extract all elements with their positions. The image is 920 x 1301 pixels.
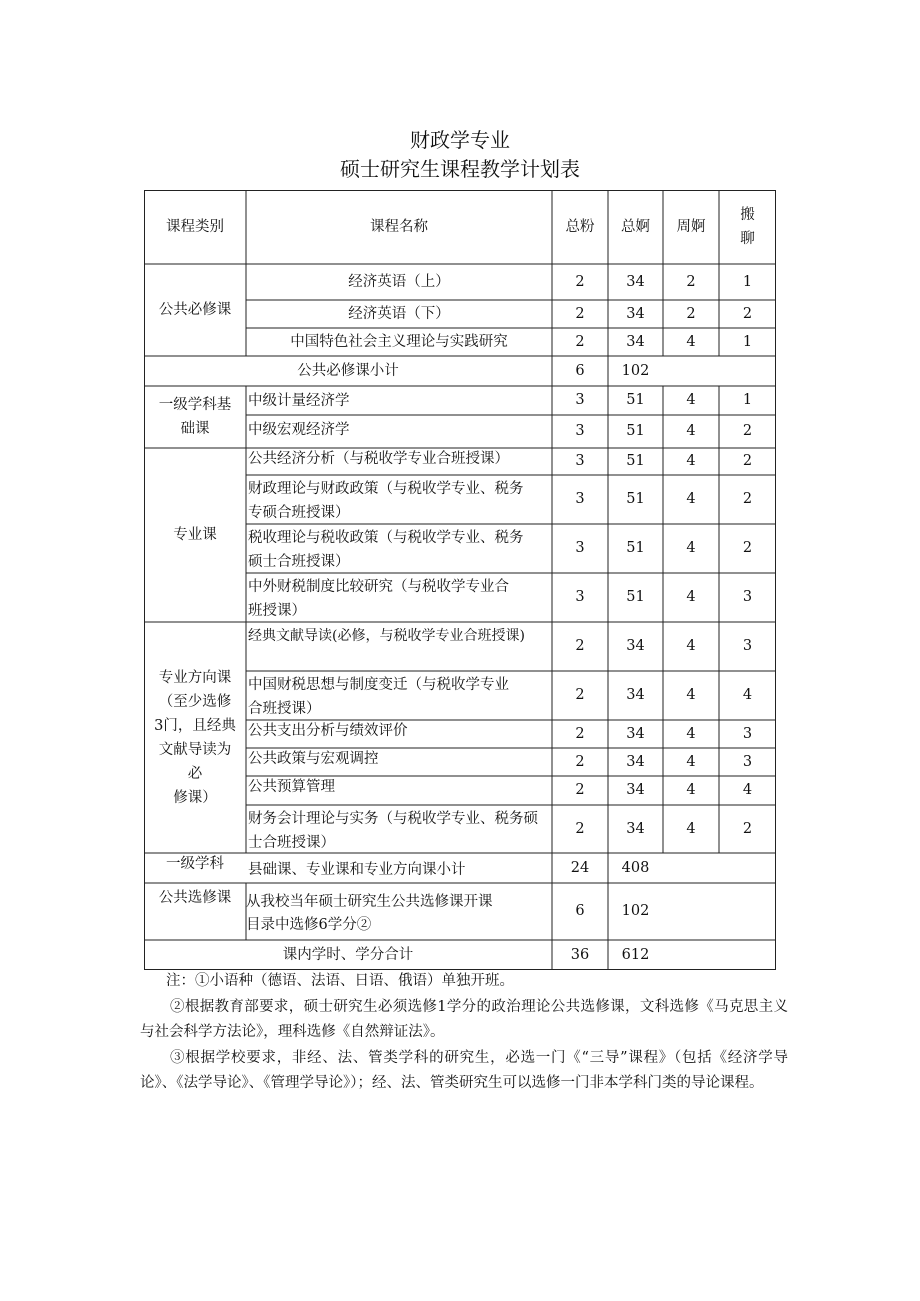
course-name: 公共经济分析（与税收学专业合班授课） [248, 451, 509, 467]
course-name [246, 805, 552, 853]
course-name: 经济英语（下） [348, 305, 450, 322]
course-hours: 51 [626, 540, 645, 557]
course-term: 2 [742, 540, 753, 557]
category-line: 一级学科基 [158, 397, 232, 413]
course-weekly: 4 [686, 453, 696, 470]
course-name-line: 中国财税思想与制度变迁（与税收学专业 [248, 677, 509, 693]
public-elective-description [246, 883, 552, 940]
course-credits: 2 [575, 273, 585, 290]
course-weekly: 4 [686, 725, 696, 742]
header-semester [719, 190, 776, 264]
category-major: 专业课 [173, 526, 217, 543]
course-hours: 51 [626, 453, 645, 470]
course-name: 公共支出分析与绩效评价 [248, 723, 408, 739]
course-name: 经典文献导读(必修，与税收学专业合班授课) [248, 628, 525, 644]
course-name: 公共政策与宏观调控 [248, 751, 379, 767]
note-1: 注：①小语种（德语、法语、日语、俄语）单独开班。 [166, 973, 514, 989]
public-required-subtotal-label: 公共必修课小计 [297, 362, 399, 379]
course-name-line: 士合班授课） [248, 835, 335, 851]
course-weekly: 4 [686, 491, 696, 508]
public-elective-credits: 6 [575, 903, 585, 920]
public-required-subtotal-hours: 102 [621, 362, 650, 379]
course-credits: 2 [575, 753, 585, 770]
group-subtotal-right-label: 县础课、专业课和专业方向课小计 [248, 862, 466, 879]
header-weekly-hours: 周婀 [676, 218, 706, 235]
course-name-line: 财务会计理论与实务（与税收学专业、税务硕 [248, 811, 538, 827]
course-credits: 3 [575, 453, 585, 470]
public-elective-hours: 102 [621, 903, 650, 920]
course-name [246, 475, 552, 524]
course-name-line: 财政理论与财政政策（与税收学专业、税务 [248, 481, 524, 497]
course-hours: 34 [626, 638, 645, 655]
course-hours: 34 [626, 273, 645, 290]
header-semester-line1: 搬 [740, 207, 755, 223]
course-credits: 3 [575, 392, 585, 409]
course-credits: 2 [575, 687, 585, 704]
course-plan-table [144, 190, 776, 970]
course-weekly: 4 [686, 753, 696, 770]
course-name [246, 671, 552, 720]
category-line: 础课 [180, 421, 210, 437]
course-credits: 2 [575, 638, 585, 655]
course-weekly: 4 [686, 423, 696, 440]
page-subtitle: 硕士研究生课程教学计划表 [340, 157, 580, 181]
category-public-elective: 公共选修课 [158, 890, 232, 906]
course-weekly: 2 [686, 273, 696, 290]
course-name: 中级宏观经济学 [248, 422, 350, 438]
course-term: 2 [742, 820, 753, 837]
course-credits: 3 [575, 540, 585, 557]
group-subtotal-hours: 408 [621, 859, 650, 876]
course-hours: 34 [626, 687, 645, 704]
course-credits: 2 [575, 305, 585, 322]
course-term: 4 [742, 782, 753, 799]
category-public-required: 公共必修课 [158, 301, 232, 318]
course-weekly: 4 [686, 820, 696, 837]
course-name-line: 班授课） [248, 603, 306, 619]
course-name-line: 合班授课） [248, 701, 321, 717]
course-term: 2 [742, 305, 753, 322]
course-term: 2 [742, 491, 753, 508]
grand-total-label: 课内学时、学分合计 [282, 946, 414, 963]
course-hours: 51 [626, 392, 645, 409]
course-term: 3 [742, 589, 753, 606]
course-name-line: 专硕合班授课） [248, 505, 350, 521]
notes-section [140, 969, 788, 1097]
course-hours: 34 [626, 820, 645, 837]
course-weekly: 4 [686, 540, 696, 557]
course-credits: 3 [575, 589, 585, 606]
public-required-subtotal-credits: 6 [575, 362, 585, 379]
course-hours: 51 [626, 491, 645, 508]
course-weekly: 4 [686, 687, 696, 704]
course-credits: 2 [575, 820, 585, 837]
course-term: 1 [742, 333, 753, 350]
course-name-line: 硕士合班授课） [248, 554, 350, 570]
course-name: 公共预算管理 [248, 779, 335, 795]
category-line: （至少选修 [158, 693, 232, 710]
course-term: 2 [742, 453, 753, 470]
course-weekly: 4 [686, 392, 696, 409]
course-term: 1 [742, 392, 753, 409]
course-credits: 2 [575, 333, 585, 350]
note-2: ②根据教育部要求，硕士研究生必须选修1学分的政治理论公共选修课，文科选修《马克思主义与社会科学方法论》，理科选修《自然辩证法》。 [140, 998, 788, 1040]
grand-total-hours: 612 [621, 946, 650, 963]
header-category: 课程类别 [166, 218, 224, 235]
course-term: 4 [742, 687, 753, 704]
course-hours: 34 [626, 782, 645, 799]
header-course-name: 课程名称 [370, 218, 428, 235]
header-total-credits: 总粉 [565, 218, 595, 235]
course-hours: 34 [626, 305, 645, 322]
course-name-line: 税收理论与税收政策（与税收学专业、税务 [248, 530, 524, 546]
group-subtotal-credits: 24 [570, 859, 590, 876]
public-elective-desc-line: 目录中选修6学分② [246, 916, 372, 933]
course-hours: 34 [626, 753, 645, 770]
category-line: 文献导读为 [158, 741, 232, 758]
grand-total-credits: 36 [570, 946, 590, 963]
course-hours: 51 [626, 589, 645, 606]
course-name: 经济英语（上） [348, 273, 450, 290]
course-name-line: 中外财税制度比较研究（与税收学专业合 [248, 579, 509, 595]
course-weekly: 4 [686, 589, 696, 606]
header-total-hours: 总婀 [621, 218, 650, 235]
group-subtotal-left-label: 一级学科 [166, 855, 224, 872]
category-direction [144, 622, 246, 853]
category-line: 3门，且经典 [154, 717, 236, 734]
course-credits: 2 [575, 725, 585, 742]
note-3: ③根据学校要求，非经、法、管类学科的研究生，必选一门《“三导”课程》（包括《经济学导论》、《法学导论》、《管理学导论》）；经、法、管类研究生可以选修一门非本学科门类的导论课程。 [140, 1049, 788, 1091]
course-name: 中级计量经济学 [248, 393, 350, 409]
course-weekly: 2 [686, 305, 696, 322]
course-name [246, 524, 552, 573]
course-name: 中国特色社会主义理论与实践研究 [290, 333, 508, 350]
course-hours: 51 [626, 423, 645, 440]
course-credits: 2 [575, 782, 585, 799]
course-term: 3 [742, 638, 753, 655]
category-line: 修课） [173, 789, 217, 806]
course-term: 3 [742, 753, 753, 770]
course-term: 2 [742, 423, 753, 440]
public-elective-desc-line: 从我校当年硕士研究生公共选修课开课 [246, 893, 493, 910]
course-hours: 34 [626, 725, 645, 742]
course-term: 1 [742, 273, 753, 290]
category-line: 专业方向课 [158, 669, 232, 686]
header-semester-line2: 聊 [740, 231, 755, 247]
course-name [246, 573, 552, 622]
category-line: 必 [187, 765, 203, 782]
course-weekly: 4 [686, 782, 696, 799]
course-weekly: 4 [686, 638, 696, 655]
course-term: 3 [742, 725, 753, 742]
course-credits: 3 [575, 423, 585, 440]
category-level1-basic [144, 386, 246, 448]
course-weekly: 4 [686, 333, 696, 350]
page-title: 财政学专业 [410, 128, 510, 152]
course-hours: 34 [626, 333, 645, 350]
course-credits: 3 [575, 491, 585, 508]
